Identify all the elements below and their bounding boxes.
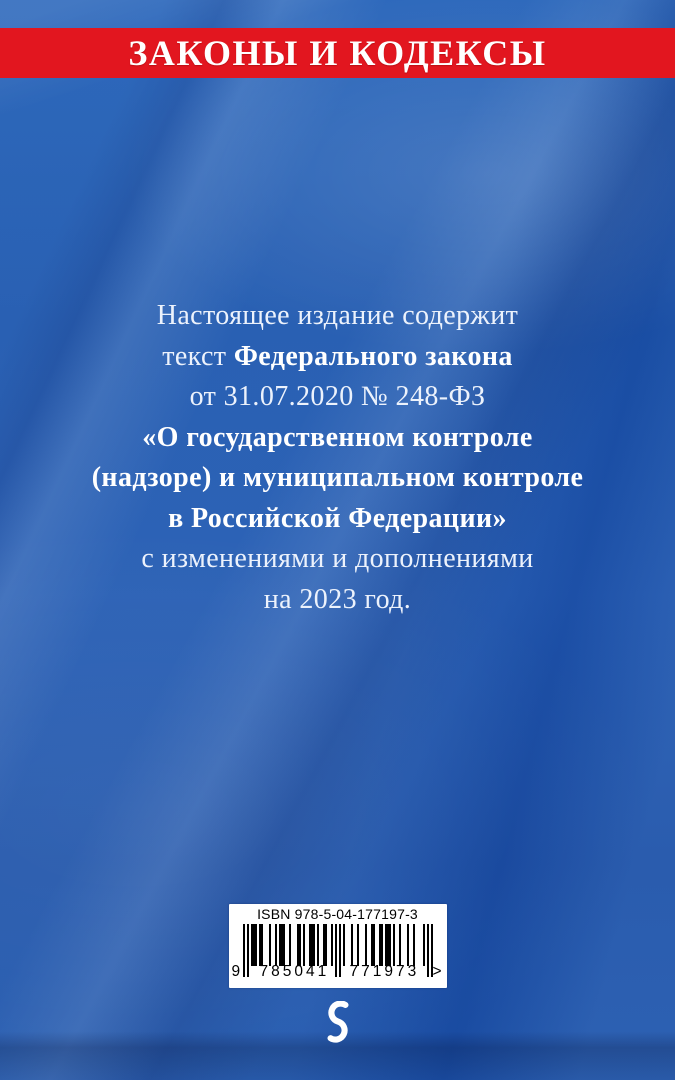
publisher-series-banner — [0, 28, 675, 78]
description-line — [0, 539, 675, 580]
description-line — [0, 499, 675, 540]
description-segment: «О государственном контроле — [142, 421, 533, 453]
description-text — [0, 296, 675, 620]
description-segment: от 31.07.2020 № 248-ФЗ — [189, 381, 486, 412]
barcode-digit-group2: 771973 — [349, 963, 420, 980]
description-segment: (надзоре) и муниципальном контроле — [91, 462, 584, 493]
description-segment: текст — [162, 340, 234, 372]
eksmo-logo-icon — [322, 1001, 354, 1043]
description-segment: на 2023 год. — [263, 583, 412, 615]
description-segment: с изменениями и дополнениями — [141, 543, 534, 574]
description-segment: в Российской Федерации» — [168, 502, 507, 534]
description-line — [0, 377, 675, 418]
description-line — [0, 418, 675, 459]
description-line — [0, 458, 675, 499]
barcode-digits — [229, 963, 447, 981]
ean-barcode — [243, 924, 433, 966]
series-title: ЗАКОНЫ И КОДЕКСЫ — [128, 33, 547, 73]
barcode-digit-group1: 785041 — [259, 963, 330, 980]
description-line — [0, 296, 675, 337]
description-line — [0, 580, 675, 621]
barcode-sticker — [229, 904, 447, 988]
description-line — [0, 337, 675, 378]
barcode-digit-prefix: 9 — [231, 963, 241, 980]
description-segment: Федерального закона — [233, 340, 513, 372]
isbn-label: ISBN 978-5-04-177197-3 — [257, 906, 418, 922]
description-segment: Настоящее издание содержит — [156, 300, 519, 331]
barcode-digit-suffix: > — [432, 963, 442, 980]
